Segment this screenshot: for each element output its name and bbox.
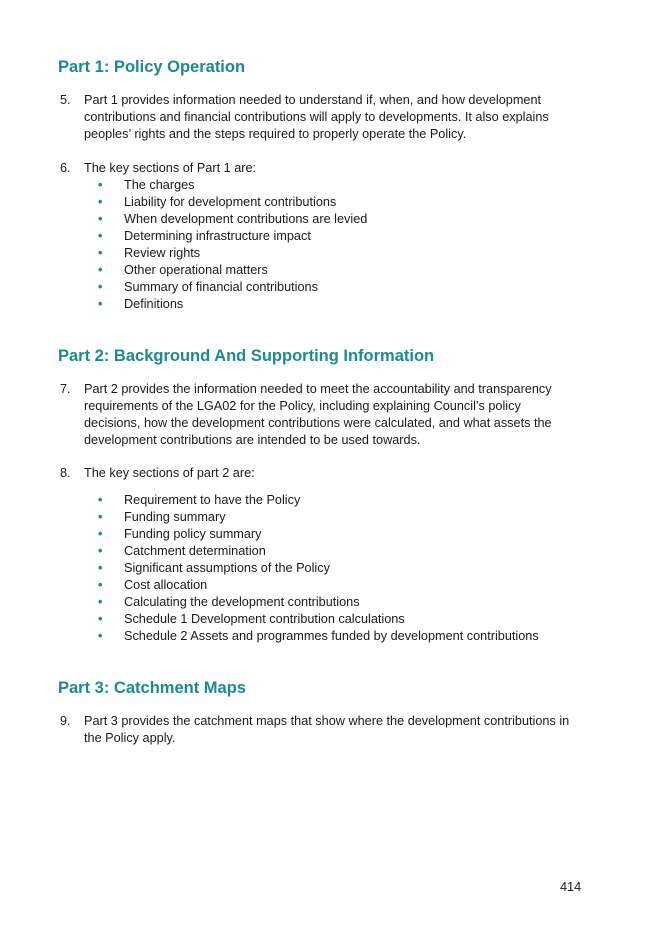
bullet-icon: • xyxy=(98,280,103,294)
bullet-icon: • xyxy=(98,493,103,507)
bullet-icon: • xyxy=(98,510,103,524)
list-item: • Liability for development contributions xyxy=(98,195,337,209)
page-number: 414 xyxy=(560,880,582,894)
part1-bullet-list xyxy=(98,177,367,313)
bullet-icon: • xyxy=(98,212,103,226)
paragraph-text: The key sections of Part 1 are: xyxy=(84,161,257,175)
list-item: • Schedule 1 Development contribution calculations xyxy=(98,612,405,626)
list-item: • Requirement to have the Policy xyxy=(98,493,301,507)
bullet-icon: • xyxy=(98,561,103,575)
paragraph-7 xyxy=(60,381,580,449)
paragraph-5 xyxy=(60,92,580,143)
bullet-icon: • xyxy=(98,297,103,311)
list-item: • Cost allocation xyxy=(98,578,208,592)
paragraph-9 xyxy=(60,713,580,747)
list-item: • Definitions xyxy=(98,297,184,311)
paragraph-6 xyxy=(60,160,580,177)
paragraph-text: Part 2 provides the information needed to meet the accountability and transparency requirements of the LGA02 for the Policy, including explaining Council’s policy decisions, how the development contributions were calculated, and what assets the development contributions are intended to be used towards. xyxy=(84,382,552,447)
paragraph-text: Part 3 provides the catchment maps that show where the development contributions in the Policy apply. xyxy=(84,714,570,745)
bullet-icon: • xyxy=(98,195,103,209)
paragraph-number: 7. xyxy=(60,382,71,396)
list-item: • Schedule 2 Assets and programmes funded by development contributions xyxy=(98,629,539,643)
paragraph-8 xyxy=(60,465,580,482)
part2-heading: Part 2: Background And Supporting Information xyxy=(58,347,435,365)
list-item: • Calculating the development contributions xyxy=(98,595,360,609)
list-item: • Review rights xyxy=(98,246,201,260)
list-item: • Other operational matters xyxy=(98,263,268,277)
list-item: • Summary of financial contributions xyxy=(98,280,318,294)
list-item: • When development contributions are levied xyxy=(98,212,368,226)
bullet-icon: • xyxy=(98,544,103,558)
bullet-icon: • xyxy=(98,527,103,541)
list-item: • Funding summary xyxy=(98,510,226,524)
paragraph-text: Part 1 provides information needed to understand if, when, and how development contributions and financial contributions will apply to developments. It also explains peoples’ rights and the steps required to properly operate the Policy. xyxy=(84,93,549,141)
list-item: • Determining infrastructure impact xyxy=(98,229,311,243)
paragraph-number: 5. xyxy=(60,93,71,107)
bullet-icon: • xyxy=(98,263,103,277)
list-item: • Catchment determination xyxy=(98,544,266,558)
list-item: • Significant assumptions of the Policy xyxy=(98,561,330,575)
paragraph-number: 6. xyxy=(60,161,71,175)
paragraph-number: 8. xyxy=(60,466,71,480)
bullet-icon: • xyxy=(98,612,103,626)
bullet-icon: • xyxy=(98,578,103,592)
part2-bullet-list xyxy=(98,492,539,645)
paragraph-text: The key sections of part 2 are: xyxy=(84,466,255,480)
paragraph-number: 9. xyxy=(60,714,71,728)
bullet-icon: • xyxy=(98,229,103,243)
list-item: • The charges xyxy=(98,178,195,192)
list-item: • Funding policy summary xyxy=(98,527,262,541)
bullet-icon: • xyxy=(98,178,103,192)
bullet-icon: • xyxy=(98,246,103,260)
part3-heading: Part 3: Catchment Maps xyxy=(58,679,246,697)
part1-heading: Part 1: Policy Operation xyxy=(58,58,246,76)
bullet-icon: • xyxy=(98,595,103,609)
bullet-icon: • xyxy=(98,629,103,643)
